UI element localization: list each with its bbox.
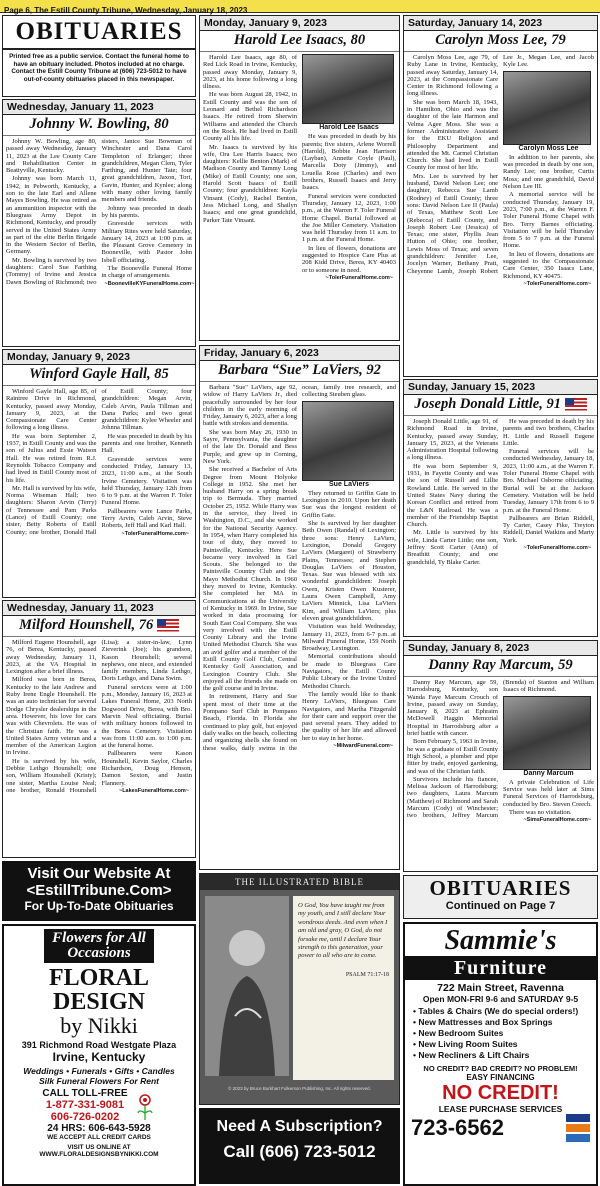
obituary-paragraph: Milford Eugene Hounshell, age 76, of Berea, Kentucky, passed away Wednesday, January 11, 2023, at the VA Hospital in Lexington after a brief illness. bbox=[6, 639, 97, 676]
obituary-date: Friday, January 6, 2023 bbox=[200, 346, 399, 361]
photo-caption: Carolyn Moss Lee bbox=[518, 144, 579, 152]
obituary-name bbox=[3, 616, 195, 637]
list-item-text: New Recliners & Lift Chairs bbox=[418, 1050, 530, 1060]
obituary-date: Monday, January 9, 2023 bbox=[200, 16, 399, 31]
obituary-credit: ~TolerFuneralHome.com~ bbox=[325, 274, 393, 281]
florist-call: CALL TOLL-FREE bbox=[42, 1088, 128, 1099]
florist-silk: Silk Funeral Flowers For Rent bbox=[39, 1076, 159, 1086]
obituary-paragraph: Mr. Hall is survived by his wife, Norma Wiseman Hall; two daughters: Sharon Arvin (Terry) of Tennessee and Pam Parks (Lance) of Estill County; one sister, Betty Roberts of Estill County; one brother, Donald Hall of Estill County; four grandchildren: Megan Arvin, Caleb Arvin, Paula Tillman and Dana Parks; and two great grandchildren: Kylee Wheeler and Johnna Tillman. bbox=[6, 388, 192, 536]
obituary-date: Wednesday, January 11, 2023 bbox=[3, 601, 195, 616]
photo-caption: Harold Lee Isaacs bbox=[319, 124, 379, 131]
florist-banner: Flowers for All Occasions bbox=[44, 929, 154, 963]
obituary-paragraph: He was preceded in death by his parents and one brother, Kenneth Hall. bbox=[101, 432, 192, 455]
obituary-body bbox=[3, 637, 195, 798]
flower-icon bbox=[134, 1091, 156, 1121]
list-item: • New Mattresses and Box Springs bbox=[413, 1017, 553, 1027]
obituary-paragraph: The Booneville Funeral Home in charge of arrangements. bbox=[101, 265, 192, 280]
portrait-photo bbox=[302, 54, 394, 124]
american-flag-icon bbox=[157, 619, 179, 632]
obituary-paragraph: In addition to her parents, she was preceded in death by one son, Randy Lee; one brother, Curtis Moss; and one grandchild, David Nelson Lee III. bbox=[503, 153, 594, 191]
page-header-text: Page 6, The Estill County Tribune, Wednesday, January 18, 2023 bbox=[4, 6, 248, 15]
obituary-body bbox=[200, 52, 399, 285]
portrait-photo bbox=[503, 696, 591, 770]
portrait-photo bbox=[503, 71, 591, 145]
obituary-hall bbox=[2, 349, 196, 598]
obituary-date: Sunday, January 8, 2023 bbox=[404, 641, 597, 656]
list-item: • New Bedroom Suites bbox=[413, 1028, 504, 1038]
obituary-paragraph: Funeral services will be conducted Wednesday, January 18, 2023, 11:00 a.m., at the Warren F. Toler Funeral Home Chapel with Bro. Michael Osborne officiating. Burial will be at the Jackson Cemetery. Visitation will be held Tuesday, January 17th from 6 to 9 p.m. at the Funeral Home. bbox=[503, 448, 594, 514]
obituary-name: Harold Lee Isaacs, 80 bbox=[200, 31, 399, 52]
page-header bbox=[0, 0, 600, 13]
obituary-credit: ~TolerFuneralHome.com~ bbox=[523, 545, 591, 552]
list-item-text: New Living Room Suites bbox=[418, 1039, 518, 1049]
credit-card-icon bbox=[566, 1134, 590, 1142]
obituary-body bbox=[3, 136, 195, 291]
obituary-name: Carolyn Moss Lee, 79 bbox=[404, 31, 597, 52]
bible-ad bbox=[199, 873, 400, 1105]
obituary-hounshell bbox=[2, 600, 196, 858]
obituary-paragraph: She was born May 26, 1930 in Sayre, Pennsylvania, the daughter of the late Dr. Donald and Bess Purple, and grew up in Corning, New York. bbox=[203, 428, 297, 465]
obituary-paragraph: Graveside services were conducted Friday, January 13, 2023, 11:00 a.m., at the South Irvine Cemetery. Visitation was held Thursday, January 12th from 6 to 9 p.m. at the Warren F. Toler Funeral Home. bbox=[101, 455, 192, 507]
obituary-paragraph: In lieu of flowers, donations are suggested to Hospice Care Plus at 208 Kidd Drive, Berea, KY 40403 or to someone in need. bbox=[302, 244, 396, 274]
obituary-paragraph: In lieu of flowers, donations are suggested to the Compassionate Care Center, 350 Isaacs Lane, Richmond, KY 40475. bbox=[503, 250, 594, 280]
photo-block bbox=[503, 71, 594, 152]
obituary-paragraph: Winford Gayle Hall, age 85, of Raintree Drive in Richmond, Kentucky, passed away Monday, January 9, 2023, at the Compassionate Care Center following a long illness. bbox=[6, 388, 97, 432]
obituary-body bbox=[404, 416, 597, 568]
florist-subtitle: by Nikki bbox=[60, 1013, 138, 1038]
obituaries-masthead bbox=[2, 15, 196, 97]
illustration-image bbox=[205, 896, 289, 1076]
website-ad-url[interactable]: <EstillTribune.Com> bbox=[26, 882, 172, 899]
bible-verse-panel bbox=[293, 896, 394, 1080]
bible-ad-header: THE ILLUSTRATED BIBLE bbox=[200, 874, 399, 890]
sammies-no-credit: NO CREDIT! bbox=[442, 1082, 559, 1104]
continued-title: OBITUARIES bbox=[429, 876, 572, 900]
list-item: • New Recliners & Lift Chairs bbox=[413, 1050, 530, 1060]
florist-online: VISIT US ONLINE AT bbox=[67, 1144, 131, 1151]
obituary-body bbox=[200, 382, 399, 754]
list-item-text: New Mattresses and Box Springs bbox=[418, 1017, 553, 1027]
obituary-paragraph: Mr. Bowling is survived by two daughters: Carol Sue Farthing (Tommy) of Irvine and Jessica Dawn Bowling of Richmond; two sisters, Janice Sue Bowman of Winchester and Dana Carol Templeton of Erlanger; three grandchildren, Megan Clem, Tyler Farthing, and Hunter Tate; four great grandchildren, Jaxon, Tori, Gavin, Hunter, and Kynlee; along with many other loving family members and friends. bbox=[6, 138, 192, 286]
obituary-bowling bbox=[2, 99, 196, 347]
photo-caption: Danny Marcum bbox=[523, 769, 574, 777]
obituary-paragraph: There was no visitation. bbox=[509, 809, 572, 817]
sammies-phone[interactable]: 723-6562 bbox=[411, 1115, 504, 1140]
sammies-furniture-ad bbox=[403, 922, 598, 1186]
list-item-text: Tables & Chairs (We do special orders!) bbox=[418, 1006, 579, 1016]
credit-card-icons bbox=[566, 1114, 590, 1142]
obituary-paragraph: He was born September 2, 1937, in Estill County and was the son of Julius and Essie Watson Hall. He was retired from R.J. Reynolds Tobacco Company and had lived in Estill County most of his life. bbox=[6, 432, 97, 484]
sammies-credit-question: NO CREDIT? BAD CREDIT? NO PROBLEM! bbox=[423, 1064, 578, 1073]
subscription-phone[interactable]: Call (606) 723-5012 bbox=[223, 1142, 376, 1161]
bible-ad-footer: © 2023 by Bruce Burkhart Fulkerson Publishing, Inc. All rights reserved. bbox=[228, 1086, 371, 1091]
obituaries-note: Printed free as a public service. Contact the funeral home to have an obituary included. Photos included at no charge. Contact the Estill County Tribune at (606) 723-5012 to have out-of-county obituaries placed in this newspaper. bbox=[9, 53, 189, 83]
obituary-paragraph: Joseph Donald Little, age 91, of Richmond Road in Irvine, Kentucky, passed away Sunday, January 15, 2023, at the Veterans Administration Hospital following a long illness. bbox=[407, 418, 498, 462]
obituary-paragraph: Mrs. Lee is survived by her husband, David Nelson Lee; one daughter, Rebecca Sue Lamb (Rodney) of Estill County; three sons: David Nelson Lee II (Paula) of Texas, Matthew Scott Lee (Rebecca) of Estill County, and Joseph Robert Lee (Jessica) of Texas; one sister, Phyllis Jean Hutton of Ohio; one brother, Lewis Moss of Texas; and seven grandchildren: Jennifer Lee, Jocelyn Warner, Bethany Pratt, Cheyenne Lamb, Joseph Robert Lee Jr., Megan Lee, and Jacob Kyle Lee. bbox=[407, 54, 594, 275]
sammies-address: 722 Main Street, Ravenna bbox=[437, 982, 564, 994]
sammies-furniture-title: Furniture bbox=[405, 956, 596, 980]
obituary-credit: ~LakesFuneralHome.com~ bbox=[118, 787, 189, 794]
obituary-paragraph: Born February 5, 1963 in Irvine, he was a graduate of Estill County High School, a plumber and pipe fitter by trade, enjoyed gardening, and was of the Christian faith. bbox=[407, 738, 498, 775]
american-flag-icon bbox=[565, 398, 587, 411]
obituary-paragraph: Mr. Isaacs is survived by his wife, Ora Lee Harris Isaacs; two daughters: Kellie Benton (Mark) of Madison County and Tammy Long (Mike) of Estill County; one son, Harold Scott Isaacs of Estill County; four grandchildren: Kayla Vinsant (Cody), Rachel Benton, Jess Michael Long, and Shailyn Isaacs; and one great grandchild, Parker Tate Vinsant. bbox=[203, 143, 297, 224]
obituary-paragraph: Carolyn Moss Lee, age 79, of Ruby Lane in Irvine, Kentucky, passed away Saturday, January 14, 2023, at the Compassionate Care Center in Richmond following a long illness. bbox=[407, 54, 498, 98]
obituary-paragraph: He was born September 9, 1931, in Fayette County and was the son of Russell and Lillie Rowland Little. He served in the United States Navy during the Korean Conflict and retired from the L&N Railroad. He was a member of the Friendship Baptist Church. bbox=[407, 462, 498, 529]
obituary-little bbox=[403, 379, 598, 637]
obituary-paragraph: Memorial contributions should be made to Bluegrass Care Navigators, the Estill County Public Library or the Irvine United Methodist Church. bbox=[302, 653, 396, 690]
obituary-paragraph: A memorial service will be conducted Thursday, January 19, 2023, 7:00 p.m., at the Warren F. Toler Funeral Home Chapel with Bro. Terry Barnes officiating. Visitation will be held Thursday from 5 to 7 p.m. at the Funeral Home. bbox=[503, 191, 594, 250]
obituary-paragraph: They returned to Griffin Gate in Lexington in 2010. Upon her death Sue was the longest resident of Griffin Gate. bbox=[302, 489, 396, 519]
obituary-paragraph: Barbara "Sue" LaViers, age 92, widow of Harry LaViers Jr., died peacefully surrounded by her four children in the early morning of Friday, January 6, 2023, after a long battle with strokes and dementia. bbox=[203, 384, 297, 428]
obituary-paragraph: She was born March 18, 1943, in Hamilton, Ohio and was the daughter of the late Harmon and Velma Agee Moss. She was a former Administrative Assistant for the EKU Religion and Philosophy Department and attended the Mt. Carmel Christian Church. She had lived in Estill County for most of her life. bbox=[407, 98, 498, 172]
obituary-paragraph: Funeral services were conducted Thursday, January 12, 2023, 1:00 p.m., at the Warren F. Toler Funeral Home Chapel. Burial followed at the Joe Miller Cemetery. Visitation was held Thursday from 11 a.m. to 1 p.m. at the Funeral Home. bbox=[302, 192, 396, 244]
obituary-paragraph: She received a Bachelor of Arts Degree from Mount Holyoke College in 1952. She met her husband Harry on a spring break trip to Bermuda. They married October 25, 1952. While Harry was in the service, they lived in Washington, D.C., and she worked for the National Security Agency. In 1954, when Harry completed his tour of duty, they moved to Paintsville, Kentucky. Here Sue became very involved in Girl Scouts. She belonged to the Paintsville Country Club and the Mayo Methodist Church. In 1960 they moved to Irvine, Kentucky. She completed her MA in Communications at the University of Kentucky in 1969. In Irvine, Sue worked in data processing for South East Coal Company. She was very involved with the Estill County Library and the Irvine United Methodist Church. She was an avid golfer and a member of the Estill County Golf Club, Central Kentucky Golf Association, and Lexington Country Club. She enjoyed all the friends she made on the golf course and in Irvine. bbox=[203, 466, 297, 693]
obituary-paragraph: A private Celebration of Life Service was held later at Sims Funeral Services of Harrodsburg, conducted by Bro. Steven Creech. bbox=[503, 778, 594, 808]
photo-block bbox=[302, 401, 396, 488]
continued-subtitle: Continued on Page 7 bbox=[445, 900, 556, 912]
obituary-credit: ~MilwardFuneral.com~ bbox=[333, 742, 393, 749]
obituary-credit: ~SimsFuneralHome.com~ bbox=[523, 817, 591, 824]
obituary-paragraph: Pallbearers were Lance Parks, Terry Arvin, Caleb Arvin, Steve Roberts, Jeff Hall and Karl Hall. bbox=[101, 507, 192, 530]
obituary-isaacs bbox=[199, 15, 400, 341]
obituary-paragraph: Pallbearers are Brian Riddell, Ty Carter, Casey Fike, Treyton Riddell, Daniel Watkins and Marty York. bbox=[503, 514, 594, 544]
obituary-name: Winford Gayle Hall, 85 bbox=[3, 365, 195, 386]
obituary-date: Wednesday, January 11, 2023 bbox=[3, 100, 195, 115]
obituary-name-text: Milford Hounshell, 76 bbox=[19, 617, 154, 633]
obituary-name-text: Joseph Donald Little, 91 bbox=[414, 396, 561, 412]
obituary-paragraph: Danny Ray Marcum, age 59, Harrodsburg, Kentucky, son Wanda Faye Marcum Crouch of Irvine, passed away on Sunday, January 8, 2023 at Ephraim McDowell Haggin Memorial Hospital in Harrodsburg after a brief battle with cancer. bbox=[407, 679, 498, 738]
photo-block bbox=[503, 696, 594, 777]
obituary-body bbox=[404, 677, 597, 828]
sammies-easy-financing: EASY FINANCING bbox=[466, 1073, 535, 1082]
florist-url[interactable]: WWW.FLORALDESIGNSBYNIKKI.COM bbox=[39, 1151, 159, 1158]
obituary-paragraph: Pallbearers were Kason Hounshell, Kevin Saylor, Charles Richardson, Doug Henson, Damon Sexton, and Justin Flannery. bbox=[101, 750, 192, 787]
credit-card-icon bbox=[566, 1114, 590, 1122]
obituary-paragraph: Johnny was preceded in death by his parents. bbox=[101, 204, 192, 219]
obituary-paragraph: Mr. Little is survived by his wife, Linda Carter Little; one son, Jeffrey Scott Carter (Ann) of Breathitt County; and one grandchild, Ty Blake Carter. bbox=[407, 529, 498, 566]
obituary-body bbox=[3, 386, 195, 541]
obituary-date: Sunday, January 15, 2023 bbox=[404, 380, 597, 395]
obituary-paragraph: She is survived by her daughter Beth Owen (Randal) of Lexington; three sons: Henry LaViers, Lexington, Donald Gregory LaViers (Margaret) of Strawberry Plains, Tennessee; and Stephen Douglas LaViers of Houston, Texas. Sue was blessed with six wonderful grandchildren: Joseph Owen, Kristen Owen Kusterer, Laura Owen Campbell, Amy LaViers Minnick, Lisa LaViers Kim, and William LaViers; plus eleven great grandchildren. bbox=[302, 520, 396, 622]
obituary-paragraph: He is survived by his wife, Debbie Lethgo Hounshell; one son, William Hounshell (Kristy); one sister, Martha Louise Neal; one brother, Ronald Hounshell (Lisa); a sister-in-law, Lynn Zieverink (Joe); his grandson, Kason Hounshell; several nephews, one niece, and extended family members, Linda Lethgo, Doris Lethgo, and Dana Swim. bbox=[6, 639, 192, 794]
obituary-name: Danny Ray Marcum, 59 bbox=[404, 656, 597, 677]
bible-reference: PSALM 71:17-18 bbox=[345, 971, 389, 978]
obituary-credit: ~BoonevilleKYFuneralHome.com~ bbox=[104, 280, 195, 287]
florist-services: Weddings • Funerals • Gifts • Candles bbox=[23, 1066, 175, 1076]
sammies-item-list bbox=[405, 1006, 596, 1061]
florist-title: FLORAL DESIGN bbox=[48, 965, 149, 1015]
florist-city: Irvine, Kentucky bbox=[52, 1050, 146, 1064]
website-ad-line1: Visit Our Website At bbox=[27, 865, 171, 882]
obituary-paragraph: Milford was born in Berea, Kentucky to the late Andrew and Ruby Irene Engle Hounshell. He was an auto technician for several Dodge Chrysler dealerships in the area. However, his love for cars was with Chevrolets. He was of the Christian faith. He was a United States Army veteran and a member of the American Legion in Irvine. bbox=[6, 676, 97, 757]
obituary-laviers bbox=[199, 345, 400, 870]
obituary-paragraph: He was preceded in death by his parents and two brothers, Charles H. Little and Russell Eugene Little. bbox=[503, 418, 594, 447]
obituary-paragraph: In retirement, Harry and Sue spent most of their time at the Pompano Surf Club in Pompano Beach, Florida. In Florida she continued to play golf, but enjoyed daily walks on the beach, collecting and organizing shells she found on these walks, daily swims in the ocean, family tree research, and collecting Steuben glass. bbox=[203, 384, 396, 752]
sammies-name: Sammie's bbox=[444, 925, 557, 956]
obituary-marcum bbox=[403, 640, 598, 872]
florist-ad bbox=[2, 924, 196, 1186]
obituary-paragraph: The family would like to thank Henry LaViers, Bluegrass Care Navigators, and Martha Fitzgerald for their care and support over the past several years. They added to the quality of her life and allowed her to stay in her home. bbox=[302, 690, 396, 742]
list-item-text: New Bedroom Suites bbox=[418, 1028, 504, 1038]
subscription-line1: Need A Subscription? bbox=[216, 1118, 383, 1135]
florist-cards: WE ACCEPT ALL CREDIT CARDS bbox=[47, 1134, 151, 1141]
obituary-body bbox=[404, 52, 597, 291]
obituary-paragraph: Graveside services with Military Rites were held Saturday, January 14, 2023 at 1:00 p.m. at the Pleasant Grove Cemetery in Booneville, with Pastor John Isbell officiating. bbox=[101, 220, 192, 264]
sammies-lease: LEASE PURCHASE SERVICES bbox=[438, 1104, 563, 1114]
photo-block bbox=[302, 54, 396, 131]
list-item: • Tables & Chairs (We do special orders!) bbox=[413, 1006, 579, 1016]
continued-banner bbox=[403, 875, 598, 919]
obituary-paragraph: Johnny W. Bowling, age 80, passed away Wednesday, January 11, 2023 at the Lee County Care and Rehabilitation Center in Beattyville, Kentucky. bbox=[6, 138, 97, 175]
bible-verse: O God, You have taught me from my youth, and I still declare Your wondrous deeds. And even when I am old and gray, O God, do not forsake me, until I declare Your strength to this generation, your power to all who are to come. bbox=[298, 902, 388, 960]
credit-card-icon bbox=[566, 1124, 590, 1132]
florist-24hrs[interactable]: 24 HRS: 606-643-5928 bbox=[47, 1123, 151, 1134]
obituary-lee bbox=[403, 15, 598, 377]
obituary-paragraph: Visitation was held Wednesday, January 11, 2023, from 6-7 p.m. at Milward Funeral Home, 159 North Broadway, Lexington. bbox=[302, 623, 396, 653]
florist-address: 391 Richmond Road Westgate Plaza bbox=[21, 1040, 177, 1050]
obituary-credit: ~TolerFuneralHome.com~ bbox=[121, 530, 189, 537]
obituary-paragraph: Johnny was born March 11, 1942, in Pebworth, Kentucky, a son to the late Earl and Allene Mayes Bowling. He was retired as an ammunition inspector with the Bluegrass Army Depot in Richmond, Kentucky, and proudly served in the United States Army as part of the elite Berlin Brigade in the Western Sector of Berlin, Germany. bbox=[6, 175, 97, 256]
florist-phone-tollfree[interactable]: 1-877-331-9081 bbox=[45, 1099, 125, 1111]
obituaries-title: OBITUARIES bbox=[3, 16, 195, 50]
portrait-photo bbox=[302, 401, 394, 481]
sammies-hours: Open MON-FRI 9-6 and SATURDAY 9-5 bbox=[422, 994, 579, 1004]
obituary-date: Saturday, January 14, 2023 bbox=[404, 16, 597, 31]
obituary-paragraph: Survivors include his fiancee, Melissa Jackson of Harrodsburg; two daughters, Laura Marcum (Matthew) of Richmond and Sarah Marcum (Cody) of Winchester; two brothers, Jeffrey Marcum (Brenda) of Stanton and William Isaacs of Richmond. bbox=[407, 679, 594, 820]
obituary-name: Johnny W. Bowling, 80 bbox=[3, 115, 195, 136]
florist-phone-local[interactable]: 606-726-0202 bbox=[50, 1111, 120, 1123]
list-item: • New Living Room Suites bbox=[413, 1039, 518, 1049]
website-ad-line3: For Up-To-Date Obituaries bbox=[24, 899, 174, 913]
website-ad[interactable] bbox=[2, 861, 196, 921]
obituary-paragraph: He was preceded in death by his parents; five sisters, Arlene Worrell (Harold), Bobbie Jean Harrison (Layban), Annette Coyle (Paul), Marcella Doty (Jimmy), and Louella Rose (Charles) and two brothers, Russell Isaacs and Jerry Isaacs. bbox=[302, 133, 396, 192]
obituary-paragraph: Funeral services were at 1:00 p.m., Monday, January 16, 2023 at Lakes Funeral Home, 203 North Dogwood Drive, Berea, with Bro. Marvin Neal officiating. Burial with military honors followed in the Berea Cemetery. Visitation was from 11:00 a.m. to 1:00 p.m. at the funeral home. bbox=[101, 683, 192, 750]
obituary-name bbox=[404, 395, 597, 416]
obituary-name: Barbara “Sue” LaViers, 92 bbox=[200, 361, 399, 382]
obituary-credit: ~TolerFuneralHome.com~ bbox=[523, 280, 591, 287]
subscription-ad bbox=[199, 1108, 400, 1184]
obituary-paragraph: Harold Lee Isaacs, age 80, of Red Lick Road in Irvine, Kentucky, passed away Monday, January 9, 2023, at his home following a long illness. bbox=[203, 54, 297, 91]
obituary-paragraph: He was born August 28, 1942, in Estill County and was the son of Leonard and Bethel Richardson Isaacs. He retired from Sherwin Williams and attended the Church on the Rock. He had lived in Estill County all his life. bbox=[203, 91, 297, 143]
obituary-date: Monday, January 9, 2023 bbox=[3, 350, 195, 365]
photo-caption: Sue LaViers bbox=[329, 480, 369, 488]
